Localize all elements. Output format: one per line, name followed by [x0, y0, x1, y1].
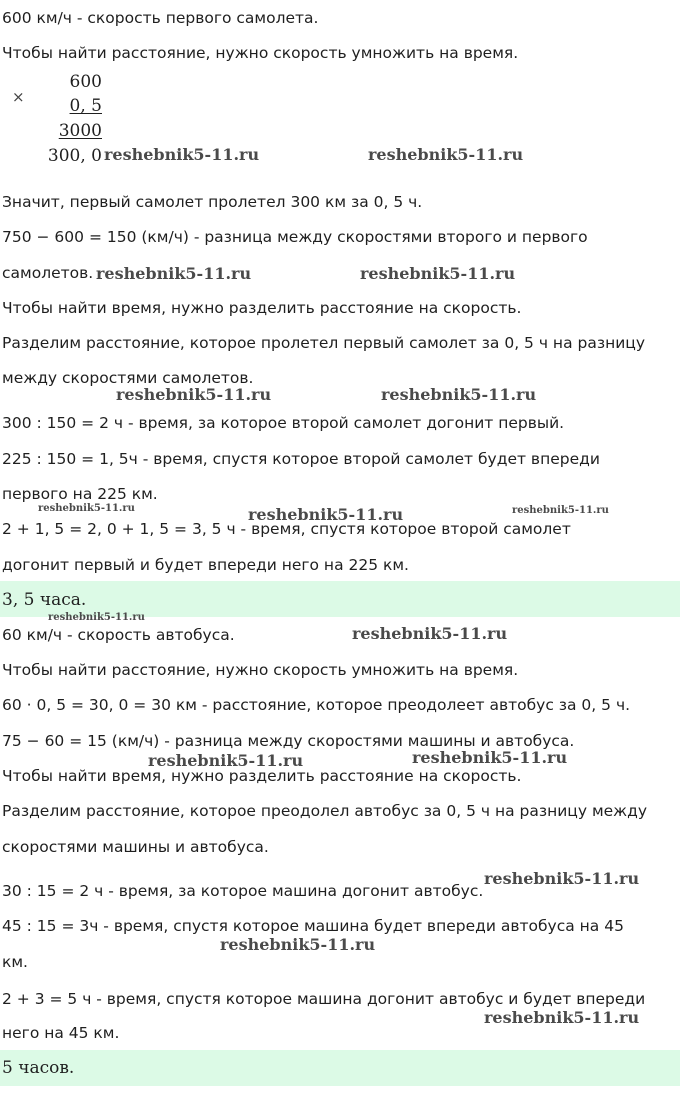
watermark: reshebnik5-11.ru — [484, 869, 640, 888]
partial-product: 3000 — [58, 121, 102, 141]
text-line: 750 − 600 = 150 (км/ч) - разница между скоростями второго и первого — [2, 228, 588, 246]
watermark: reshebnik5-11.ru — [352, 624, 508, 643]
text-line: км. — [2, 953, 28, 971]
text-line: первого на 225 км. — [2, 485, 158, 503]
text-line: 60 · 0, 5 = 30, 0 = 30 км - расстояние, которое преодолеет автобус за 0, 5 ч. — [2, 696, 631, 714]
text-line: Чтобы найти расстояние, нужно скорость умножить на время. — [2, 44, 519, 62]
text-line: Чтобы найти расстояние, нужно скорость умножить на время. — [2, 661, 519, 679]
text-line: догонит первый и будет впереди него на 225 км. — [2, 556, 409, 574]
watermark: reshebnik5-11.ru — [104, 145, 260, 164]
text-line: Разделим расстояние, которое пролетел первый самолет за 0, 5 ч на разницу — [2, 334, 646, 352]
watermark: reshebnik5-11.ru — [148, 751, 304, 770]
watermark: reshebnik5-11.ru — [96, 264, 252, 283]
watermark: reshebnik5-11.ru — [381, 385, 537, 404]
watermark: reshebnik5-11.ru — [412, 748, 568, 767]
answer-1: 3, 5 часа. — [2, 590, 87, 610]
product: 300, 0 — [47, 146, 102, 166]
text-line: 60 км/ч - скорость автобуса. — [2, 626, 235, 644]
answer-2: 5 часов. — [2, 1058, 75, 1078]
text-line: 300 : 150 = 2 ч - время, за которое второй самолет догонит первый. — [2, 414, 565, 432]
watermark: reshebnik5-11.ru — [38, 503, 135, 514]
text-line: Чтобы найти время, нужно разделить расстояние на скорость. — [2, 767, 522, 785]
text-line: 2 + 3 = 5 ч - время, спустя которое машина догонит автобус и будет впереди — [2, 990, 646, 1008]
column-multiplication — [44, 70, 102, 170]
text-line: 45 : 15 = 3ч - время, спустя которое машина будет впереди автобуса на 45 — [2, 917, 624, 935]
answer-band-2 — [0, 1050, 680, 1086]
multiplier: 0, 5 — [69, 96, 102, 116]
text-line: между скоростями самолетов. — [2, 369, 254, 387]
text-line: 600 км/ч - скорость первого самолета. — [2, 9, 319, 27]
multiply-sign: × — [12, 88, 25, 106]
text-line: Значит, первый самолет пролетел 300 км за 0, 5 ч. — [2, 193, 423, 211]
watermark: reshebnik5-11.ru — [360, 264, 516, 283]
text-line: 225 : 150 = 1, 5ч - время, спустя которое второй самолет будет впереди — [2, 450, 600, 468]
multiplicand: 600 — [69, 72, 102, 92]
text-line: Разделим расстояние, которое преодолел автобус за 0, 5 ч на разницу между — [2, 802, 648, 820]
watermark: reshebnik5-11.ru — [368, 145, 524, 164]
text-line: скоростями машины и автобуса. — [2, 838, 269, 856]
watermark: reshebnik5-11.ru — [116, 385, 272, 404]
watermark: reshebnik5-11.ru — [248, 505, 404, 524]
watermark: reshebnik5-11.ru — [48, 612, 145, 623]
watermark: reshebnik5-11.ru — [512, 505, 609, 516]
text-line: самолетов. — [2, 264, 94, 282]
text-line: него на 45 км. — [2, 1024, 120, 1042]
text-line: Чтобы найти время, нужно разделить расстояние на скорость. — [2, 299, 522, 317]
watermark: reshebnik5-11.ru — [484, 1008, 640, 1027]
text-line: 75 − 60 = 15 (км/ч) - разница между скоростями машины и автобуса. — [2, 732, 575, 750]
text-line: 2 + 1, 5 = 2, 0 + 1, 5 = 3, 5 ч - время, спустя которое второй самолет — [2, 520, 571, 538]
watermark: reshebnik5-11.ru — [220, 935, 376, 954]
text-line: 30 : 15 = 2 ч - время, за которое машина догонит автобус. — [2, 882, 484, 900]
